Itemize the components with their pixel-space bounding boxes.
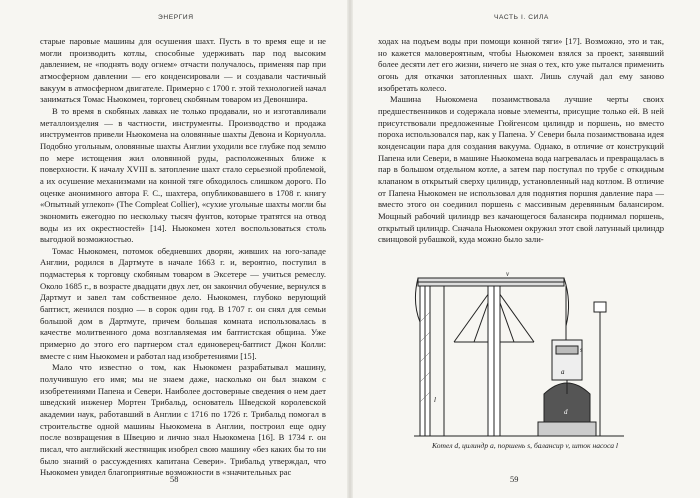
left-page-body — [40, 36, 326, 479]
figure-label-a: a — [561, 368, 565, 376]
newcomen-engine-illustration — [414, 262, 624, 440]
left-paragraph-2: В то время в скобяных лавках не только продавали, но и изготавливали металлоизделия — в частности, инструменты. Производство и продажа инструментов привели Ньюкомена на оловянные шахты Девона и Корнуолла. Подобно угольным, оловянные шахты Англии уходили все глубже под землю по мере истощения жил оловянной руды, расположенных ближе к поверхности. К началу XVIII в. затопление шахт стало серьезной проблемой, а их осушение механизмами на конной тяге обходилось слишком дорого. По оценке анонимного автора F. C., шахтера, опубликовавшего в 1708 г. книгу «Опытный углекоп» (The Compleat Collier), «сухие угольные шахты могли бы экономить ежегодно по нескольку тысяч фунтов, которые тратятся на отвод воды из их окрестностей» [14]. Ньюкомен хотел воспользоваться столь выгодной возможностью. — [40, 105, 326, 245]
left-paragraph-4: Мало что известно о том, как Ньюкомен разрабатывал машину, получившую его имя; мы не знаем даже, насколько он был знаком с изобретениями Папена и Севери. Наиболее достоверные сведения о нем дает шведский инженер Мортен Трибальд, основатель Шведской королевской академии наук, работавший в Англии с 1716 по 1726 г. Трибальд помогал в строительстве одной машины Ньюкомена в Англии, построил еще одну после возвращения в Швецию и лично знал Ньюкомена [16]. В 1734 г. он писал, что английский жестянщик изобрел свою машину «без каких бы то ни было знаний о рассуждениях капитана Севери». Трибальд утверждал, что Ньюкомен увидел благоприятные возможности в «значительных рас — [40, 362, 326, 478]
right-page — [350, 0, 700, 498]
page-number-right: 59 — [510, 475, 519, 484]
figure-label-l: l — [434, 396, 436, 404]
furnace — [538, 422, 596, 436]
page-number-left: 58 — [170, 475, 179, 484]
left-paragraph-1: старые паровые машины для осушения шахт. Пусть в то время еще и не могли производить котлы, способные удерживать пар под высоким давлением, не «поднять воду огнем» отчасти получалось, применяя пар при атмосферном давлении — его конденсировали — и создавали частичный вакуум в атмосферном двигателе. Примерно с 1700 г. этой технологией начал заниматься Томас Ньюкомен, торговец скобяным товаром из Девоншира. — [40, 36, 326, 105]
running-head-left: ЭНЕРГИЯ — [158, 14, 194, 21]
running-head-right: ЧАСТЬ I. СИЛА — [494, 14, 549, 21]
figure-caption: Котел d, цилиндр a, поршень s, балансир v, шток насоса l — [431, 441, 619, 450]
right-paragraph-1: ходах на подъем воды при помощи конной тяги» [17]. Возможно, это и так, но кажется маловероятным, чтобы Ньюкомен взялся за проект, занявший более десяти лет его жизни, ничего не зная о тех, кто уже пытался применить огонь для откачки затопленных шахт. Лишь случай дал ему заново изобретать колесо. — [378, 36, 664, 93]
right-page-body — [378, 36, 664, 246]
figure-label-d: d — [564, 408, 568, 416]
right-paragraph-2: Машина Ньюкомена позаимствовала лучшие черты своих предшественников и содержала новые элементы, присущие только ей. В ней присутствовали предложенные Гюйгенсом цилиндр и поршень, но вместо пороха использовался пар, как у Папена. У Севери была позаимствована идея конденсации пара для создания вакуума. Однако, в отличие от конструкций Папена или Севери, в машине Ньюкомена вода нагревалась и превращалась в пар в большом отдельном котле, а затем пар поступал по трубе с откидным клапаном в открытый сверху цилиндр, установленный над котлом. В отличие от Папена Ньюкомен не использовал для поднятия поршня давление пара — вместо этого он соединил поршень с массивным деревянным балансиром. Мощный рабочий цилиндр вез качающегося балансира поднимал поршень, открытый цилиндр. Сначала Ньюкомен окружил этот свой латунный цилиндр свинцовой рубашкой, куда можно было зали- — [378, 94, 664, 245]
figure-label-s: s — [580, 346, 583, 354]
piston-s — [556, 346, 578, 354]
left-paragraph-3: Томас Ньюкомен, потомок обедневших дворян, живших на юго-западе Англии, родился в Дартмуте в начале 1663 г. и, вероятно, поступил в подмастерья к торговцу скобяным товаром в Эксетере — учиться ремеслу. Около 1685 г., в возрасте двадцати двух лет, он закончил обучение, вернулся в Дартмут и завел там собственное дело. Ньюкомен, глубоко верующий баптист, женился поздно — в сорок один год. В 1707 г. он снял для семьи большой дом в Дартмуте, причем большая комната использовалась в качестве молитвенного дома возглавляемая им баптистская община. Уже примерно до этого его партнером стал единоверец-баптист Джон Колли: вместе с ним Ньюкомен и работал над изобретениями [15]. — [40, 245, 326, 361]
figure-label-v: v — [506, 270, 510, 278]
